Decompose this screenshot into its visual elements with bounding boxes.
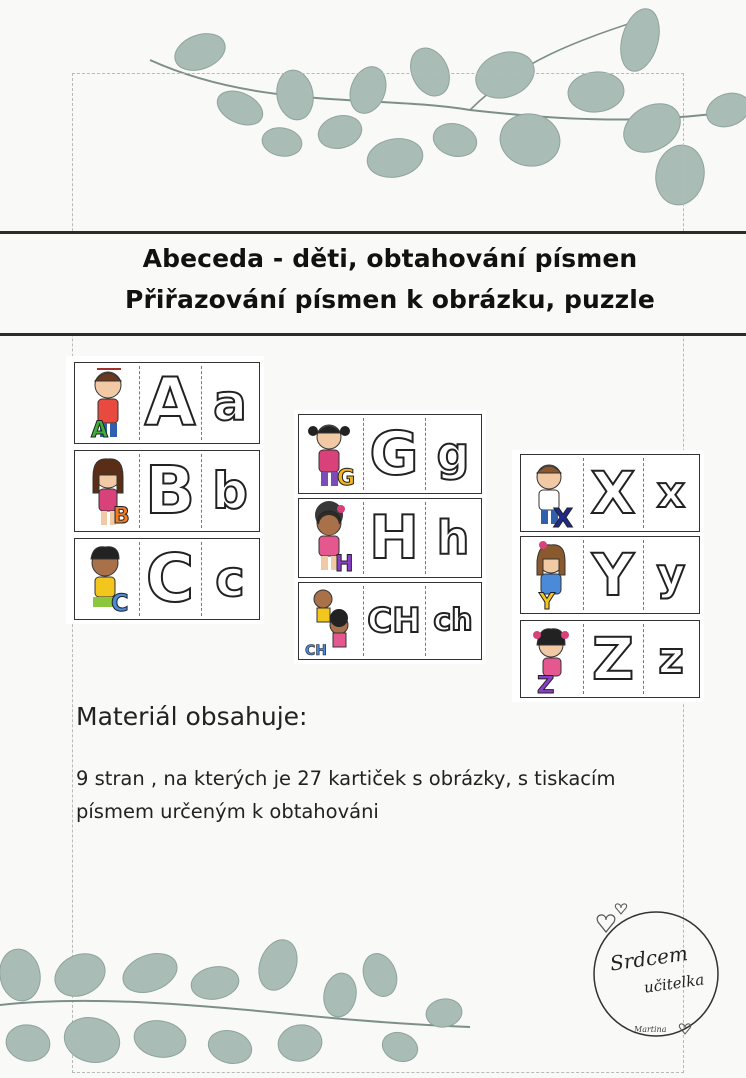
child-illustration-icon <box>523 623 583 695</box>
logo-title: Srdcem <box>608 940 690 976</box>
lowercase-letter: c <box>215 550 245 608</box>
uppercase-letter: Y <box>592 541 634 609</box>
child-illustration-icon <box>301 417 363 491</box>
lowercase-letter: x <box>656 467 686 518</box>
child-illustration-icon <box>301 585 363 657</box>
card-badge: H <box>335 552 354 575</box>
letter-card <box>520 620 700 698</box>
card-badge: B <box>113 504 130 529</box>
letter-card <box>298 414 482 494</box>
card-badge: Y <box>539 590 555 611</box>
uppercase-letter: CH <box>367 601 421 641</box>
uppercase-letter: A <box>144 364 196 441</box>
card-badge: C <box>111 589 129 617</box>
title-line-2: Přiřazování písmen k obrázku, puzzle <box>125 285 655 314</box>
uppercase-letter: X <box>590 459 636 527</box>
child-illustration-icon <box>77 365 139 441</box>
materials-heading: Materiál obsahuje: <box>76 702 308 731</box>
uppercase-letter: H <box>368 503 420 573</box>
card-badge: CH <box>305 643 327 657</box>
child-illustration-icon <box>77 453 139 529</box>
letter-card <box>520 536 700 614</box>
letter-card <box>74 450 260 532</box>
uppercase-letter: C <box>145 540 195 617</box>
lowercase-letter: h <box>436 511 470 565</box>
card-badge: A <box>91 418 109 441</box>
logo-signature: Martina <box>634 1025 667 1034</box>
card-group-xyz <box>512 450 704 702</box>
lowercase-letter: ch <box>433 603 473 638</box>
srdcem-ucitelka-logo <box>584 900 726 1042</box>
logo-subtitle: učitelka <box>642 970 706 997</box>
lowercase-letter: a <box>213 374 247 432</box>
lowercase-letter: z <box>658 633 684 684</box>
child-illustration-icon <box>77 541 139 617</box>
lowercase-letter: y <box>656 549 686 600</box>
child-illustration-icon <box>523 539 583 611</box>
card-group-ghch <box>294 410 486 664</box>
eucalyptus-bottom-decoration <box>0 935 480 1078</box>
letter-card <box>298 498 482 578</box>
letter-card <box>520 454 700 532</box>
uppercase-letter: B <box>144 452 196 529</box>
lowercase-letter: g <box>436 427 470 481</box>
card-group-abc <box>66 356 264 624</box>
title-bottom-rule <box>0 333 746 336</box>
child-illustration-icon <box>523 457 583 529</box>
card-badge: G <box>337 466 356 491</box>
letter-card <box>74 538 260 620</box>
letter-card <box>74 362 260 444</box>
title-line-1: Abeceda - děti, obtahování písmen <box>142 244 638 273</box>
card-badge: Z <box>537 671 555 695</box>
card-badge: X <box>553 504 574 529</box>
uppercase-letter: G <box>369 419 419 489</box>
letter-card <box>298 582 482 660</box>
logo-circle-icon <box>584 900 726 1042</box>
uppercase-letter: Z <box>591 625 635 693</box>
materials-description: 9 stran , na kterých je 27 kartiček s obrázky, s tiskacím písmem určeným k obtahováni <box>76 767 616 823</box>
child-illustration-icon <box>301 501 363 575</box>
lowercase-letter: b <box>212 462 248 520</box>
title-top-rule <box>0 231 746 234</box>
